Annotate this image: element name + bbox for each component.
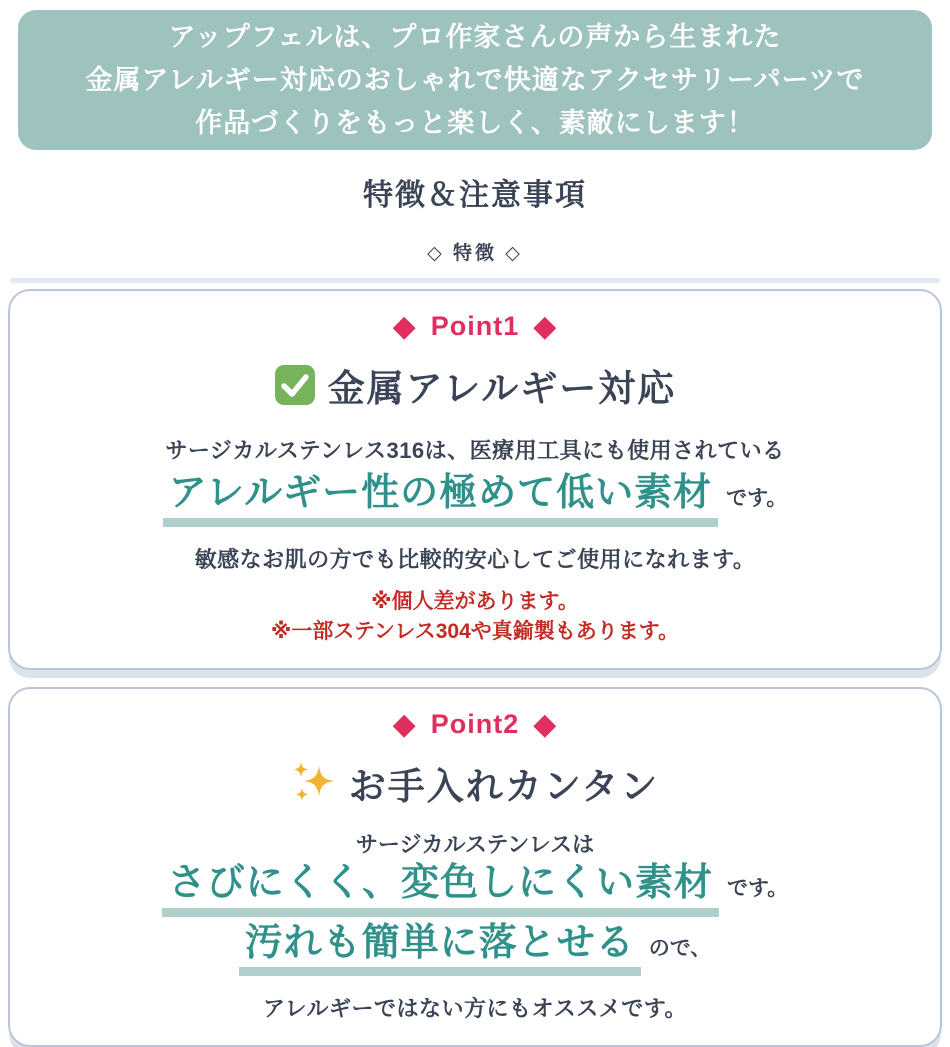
point1-label: Point1	[430, 311, 520, 341]
card1-highlight-suffix: です。	[726, 487, 788, 510]
card2-outro: アレルギーではない方にもオススメです。	[262, 996, 688, 1022]
sparkles-icon	[291, 760, 337, 806]
card1-note-2: ※一部ステンレス304や真鍮製もあります。	[270, 619, 680, 643]
divider-band	[10, 278, 940, 283]
card1-highlight-row	[20, 471, 930, 527]
card2-highlight-row-2	[20, 921, 930, 977]
card2-highlight2-text: 汚れも簡単に落とせる	[239, 921, 641, 977]
point2-heading	[20, 709, 930, 740]
card1-note-1: ※個人差があります。	[371, 589, 579, 613]
section-subtitle: ◇ 特徴 ◇	[427, 243, 523, 264]
point1-heading	[20, 311, 930, 342]
card2-title: お手入れカンタン	[348, 766, 660, 808]
intro-banner	[18, 10, 932, 150]
card1-title-row	[20, 358, 930, 412]
diamond-icon: ◆	[533, 309, 558, 343]
banner-line-2: 金属アレルギー対応のおしゃれで快適なアクセサリーパーツで	[85, 64, 865, 95]
banner-line-3: 作品づくりをもっと楽しく、素敵にします！	[195, 107, 755, 138]
card1-body-line1: サージカルステンレス316は、医療用工具にも使用されている	[165, 438, 785, 463]
point2-label: Point2	[430, 709, 520, 740]
card2-highlight-row-1	[20, 861, 930, 917]
card1-highlight-text: アレルギー性の極めて低い素材	[163, 471, 719, 527]
card2-intro: サージカルステンレスは	[355, 832, 595, 858]
banner-line-1: アップフェルは、プロ作家さんの声から生まれた	[168, 21, 782, 52]
point2-card	[8, 687, 942, 1047]
card1-title: 金属アレルギー対応	[327, 368, 677, 409]
card2-title-row	[20, 756, 930, 810]
card2-highlight1-suffix: です。	[726, 877, 789, 901]
card2-highlight2-suffix: ので、	[648, 936, 712, 960]
section-title: 特徴＆注意事項	[363, 179, 587, 212]
card1-body-line2: 敏感なお肌の方でも比較的安心してご使用になれます。	[194, 546, 756, 572]
check-mark-icon	[274, 364, 316, 406]
card2-highlight1-text: さびにくく、変色しにくい素材	[162, 861, 719, 917]
point1-card	[8, 289, 942, 670]
diamond-icon: ◆	[533, 707, 558, 741]
diamond-icon: ◆	[392, 309, 417, 343]
diamond-icon: ◆	[392, 707, 417, 741]
